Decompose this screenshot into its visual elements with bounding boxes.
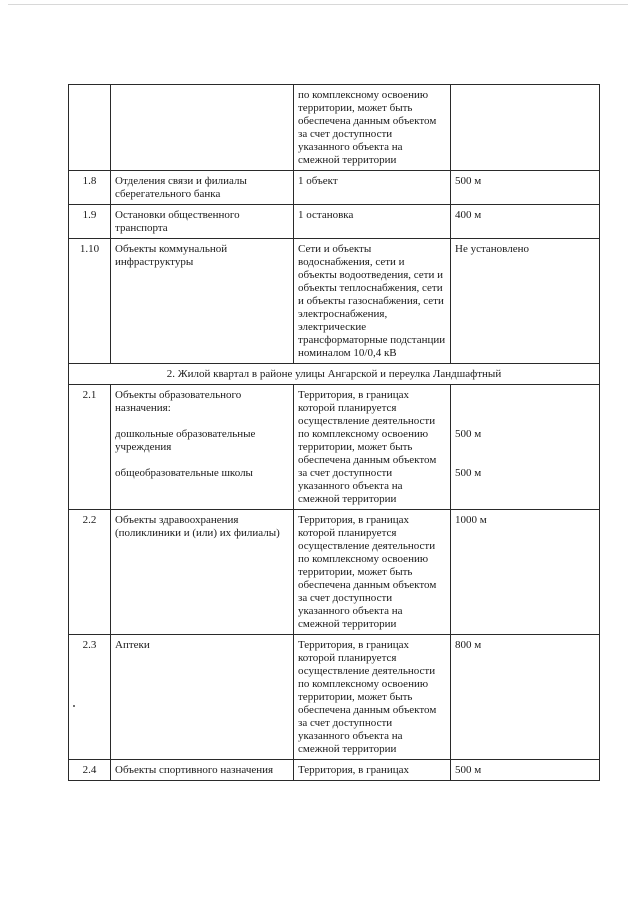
object-name: Объекты спортивного назначения <box>111 760 294 781</box>
object-name: Объекты здравоохранения (поликлиники и (или) их филиалы) <box>111 510 294 635</box>
object-name: Отделения связи и филиалы сберегательного банка <box>111 171 294 205</box>
object-value: Территория, в границах которой планируется осуществление деятельности по комплексному освоению территории, может быть обеспечена данным объектом за счет доступности указанного объекта на смежной территории <box>294 635 451 760</box>
object-distance: 500 м <box>455 467 482 479</box>
object-distance: 400 м <box>451 205 600 239</box>
table-row <box>69 171 600 205</box>
object-subname: общеобразовательные школы <box>115 467 253 479</box>
object-distance: 800 м <box>451 635 600 760</box>
object-value: Сети и объекты водоснабжения, сети и объекты водоотведения, сети и объекты теплоснабжения, сети и объекты газоснабжения, сети электроснабжения, электрические трансформаторные подстанции номиналом 10/0,4 кВ <box>294 239 451 364</box>
object-name <box>111 85 294 171</box>
object-distance-cell <box>451 385 600 510</box>
object-subname: дошкольные образовательные учреждения <box>115 428 256 453</box>
object-distance: 500 м <box>451 171 600 205</box>
table-row <box>69 385 600 510</box>
object-name: Остановки общественного транспорта <box>111 205 294 239</box>
row-number: 2.3 <box>69 635 111 760</box>
scan-edge-line <box>8 4 628 5</box>
object-distance <box>451 85 600 171</box>
object-value: Территория, в границах которой планируется осуществление деятельности по комплексному освоению территории, может быть обеспечена данным объектом за счет доступности указанного объекта на смежной территории <box>294 385 451 510</box>
section-row <box>69 364 600 385</box>
table-row <box>69 635 600 760</box>
section-title: 2. Жилой квартал в районе улицы Ангарской и переулка Ландшафтный <box>69 364 600 385</box>
object-value: по комплексному освоению территории, может быть обеспечена данным объектом за счет доступности указанного объекта на смежной территории <box>294 85 451 171</box>
object-name: Объекты коммунальной инфраструктуры <box>111 239 294 364</box>
row-number: 1.8 <box>69 171 111 205</box>
table-row <box>69 239 600 364</box>
object-value: Территория, в границах которой планируется осуществление деятельности по комплексному освоению территории, может быть обеспечена данным объектом за счет доступности указанного объекта на смежной территории <box>294 510 451 635</box>
row-number <box>69 85 111 171</box>
object-value: 1 остановка <box>294 205 451 239</box>
object-distance: 1000 м <box>451 510 600 635</box>
object-name: Аптеки <box>111 635 294 760</box>
object-value: Территория, в границах <box>294 760 451 781</box>
table-row <box>69 510 600 635</box>
scan-speck <box>73 705 75 707</box>
object-value: 1 объект <box>294 171 451 205</box>
row-number: 2.2 <box>69 510 111 635</box>
requirements-table <box>68 84 600 781</box>
table-row <box>69 760 600 781</box>
object-name: Объекты образовательного назначения: <box>115 389 242 414</box>
row-number: 2.1 <box>69 385 111 510</box>
object-distance: Не установлено <box>451 239 600 364</box>
object-distance: 500 м <box>455 428 482 440</box>
row-number: 2.4 <box>69 760 111 781</box>
table-row <box>69 85 600 171</box>
row-number: 1.9 <box>69 205 111 239</box>
object-distance: 500 м <box>451 760 600 781</box>
table-row <box>69 205 600 239</box>
object-name-cell <box>111 385 294 510</box>
row-number: 1.10 <box>69 239 111 364</box>
